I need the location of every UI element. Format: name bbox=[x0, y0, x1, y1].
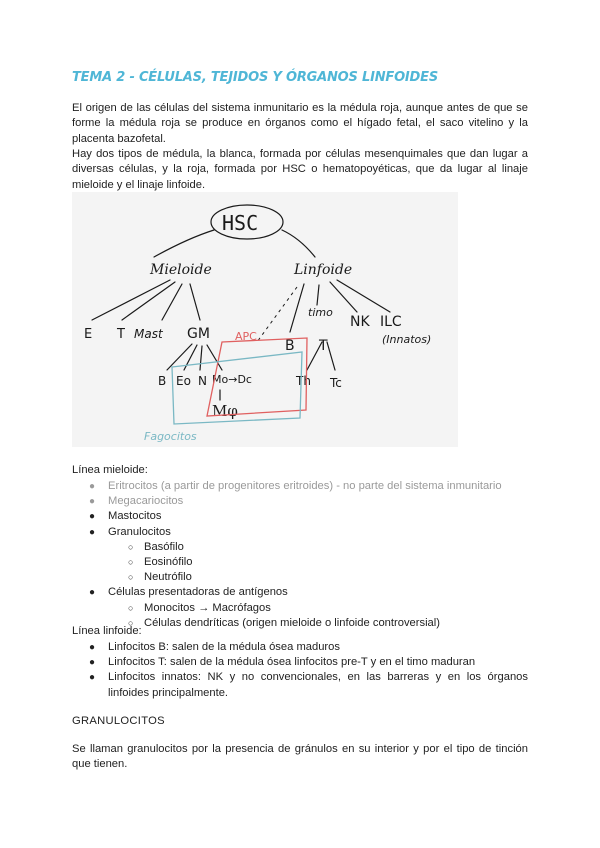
list-item: ● Linfocitos B: salen de la médula ósea maduros bbox=[72, 640, 528, 655]
bullet-circle-icon: ○ bbox=[128, 557, 134, 568]
bullet-disc-icon: ● bbox=[89, 481, 96, 492]
label-t-lymph: T bbox=[319, 338, 328, 354]
list-item: ● Linfocitos innatos: NK y no convencionales, en las barreras y en los órganos linfoides principalmente. bbox=[89, 671, 528, 699]
label-n: N bbox=[198, 374, 207, 388]
list-item: ● Linfocitos T: salen de la médula ósea linfocitos pre-T y en el timo maduran bbox=[72, 655, 528, 670]
list-item: ● Granulocitos ○ Basófilo ○ Eosinófilo ○ Neutrófilo bbox=[72, 525, 532, 586]
label-th: Th bbox=[296, 374, 311, 388]
list-item: ○ Basófilo bbox=[108, 540, 532, 555]
bullet-disc-icon: ● bbox=[89, 511, 96, 523]
label-hsc: HSC bbox=[222, 211, 259, 235]
list-item: ○ Eosinófilo bbox=[108, 555, 532, 570]
list-item: ● Mastocitos bbox=[72, 509, 532, 524]
label-apc: APC bbox=[235, 330, 257, 343]
list-item: ○ Monocitos → Macrófagos bbox=[108, 601, 532, 616]
bullet-circle-icon: ○ bbox=[128, 572, 134, 583]
label-fagocitos: Fagocitos bbox=[144, 430, 197, 443]
hematopoiesis-sketch bbox=[72, 192, 458, 447]
linfoide-list bbox=[72, 640, 528, 701]
label-innatos: (Innatos) bbox=[382, 333, 432, 346]
label-ilc: ILC bbox=[380, 314, 402, 330]
label-tc: Tc bbox=[330, 376, 342, 390]
label-e: E bbox=[84, 327, 93, 342]
bullet-disc-icon: ● bbox=[89, 672, 96, 684]
mieloide-label: Línea mieloide: bbox=[72, 464, 148, 476]
bullet-disc-icon: ● bbox=[89, 657, 96, 669]
list-item: ● Eritrocitos (a partir de progenitores eritroides) - no parte del sistema inmunitario bbox=[72, 479, 532, 494]
label-timo: timo bbox=[308, 306, 333, 319]
label-mieloide: Mieloide bbox=[150, 262, 212, 278]
bullet-disc-icon: ● bbox=[89, 496, 96, 508]
bullet-disc-icon: ● bbox=[89, 587, 96, 599]
linfoide-label: Línea linfoide: bbox=[72, 625, 142, 637]
bullet-circle-icon: ○ bbox=[128, 617, 134, 628]
apc-sublist bbox=[108, 601, 532, 631]
mieloide-list bbox=[72, 479, 532, 631]
label-gm: GM bbox=[187, 326, 210, 342]
granulocitos-sublist bbox=[108, 540, 532, 586]
label-mast: Mast bbox=[134, 327, 163, 341]
label-linfoide: Linfoide bbox=[294, 262, 353, 278]
bullet-disc-icon: ● bbox=[89, 526, 96, 538]
label-eo: Eo bbox=[176, 374, 191, 388]
intro-paragraph: El origen de las células del sistema inmunitario es la médula roja, aunque antes de que se forme la médula roja se produce en órganos como el hígado fetal, el saco vitelino y la placenta bazofetal. bbox=[72, 102, 528, 145]
page-title: TEMA 2 - CÉLULAS, TEJIDOS Y ÓRGANOS LINFOIDES bbox=[72, 70, 438, 85]
label-nk: NK bbox=[350, 314, 370, 330]
label-b-myeloid: B bbox=[158, 374, 167, 388]
marrow-paragraph: Hay dos tipos de médula, la blanca, formada por células mesenquimales que dan lugar a diversas células, y la roja, formada por HSC o hematopoyéticas, que da lugar al linaje mieloide y el linaje linfoide. bbox=[72, 148, 528, 191]
hematopoiesis-diagram bbox=[72, 192, 458, 447]
list-item: ● Megacariocitos bbox=[72, 494, 532, 509]
list-item: ○ Células dendríticas (origen mieloide o linfoide controversial) bbox=[108, 616, 532, 631]
label-macrophage: Mφ bbox=[212, 402, 238, 420]
label-t: T bbox=[117, 327, 125, 342]
label-b-lymph: B bbox=[285, 338, 295, 354]
bullet-circle-icon: ○ bbox=[128, 541, 134, 552]
label-mo-dc: Mo→Dc bbox=[212, 373, 252, 386]
list-item: ○ Neutrófilo bbox=[108, 570, 532, 585]
list-item: ● Células presentadoras de antígenos ○ Monocitos → Macrófagos ○ Células dendríticas (origen mieloide o linfoide controversial) bbox=[72, 585, 532, 631]
bullet-circle-icon: ○ bbox=[128, 602, 134, 613]
bullet-disc-icon: ● bbox=[89, 642, 96, 653]
granulocitos-heading: GRANULOCITOS bbox=[72, 715, 165, 727]
granulocitos-paragraph: Se llaman granulocitos por la presencia de gránulos en su interior y por el tipo de tinción que tienen. bbox=[72, 743, 528, 771]
